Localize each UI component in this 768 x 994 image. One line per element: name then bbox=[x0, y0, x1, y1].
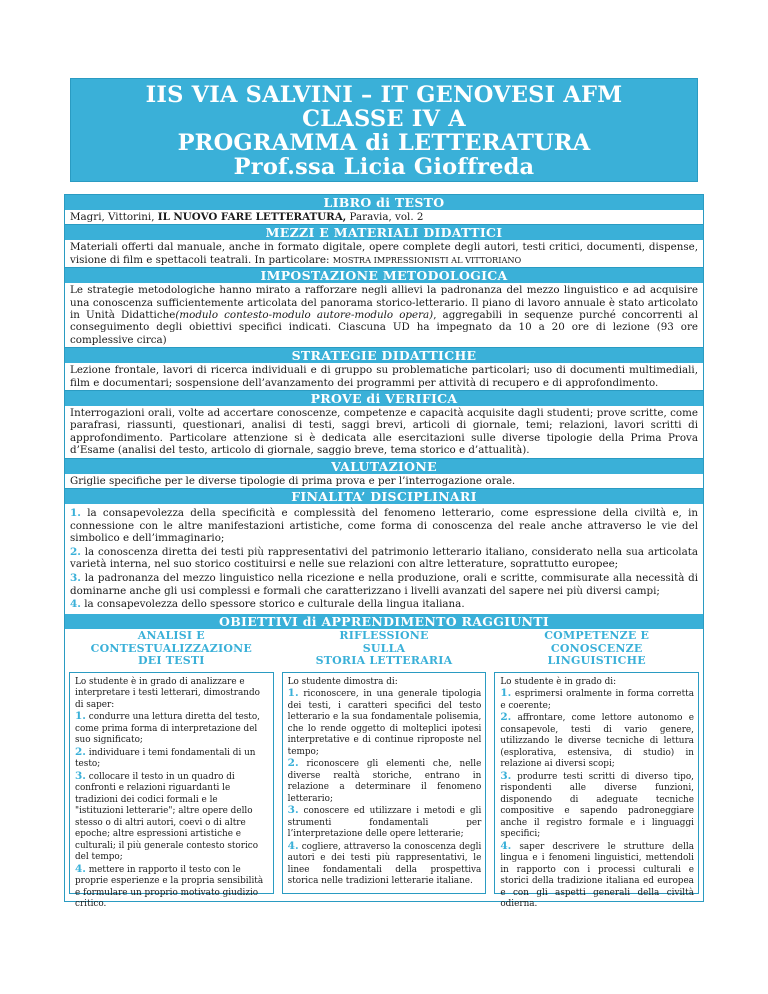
mezzi-body: Materiali offerti dal manuale, anche in formato digitale, opere complete degli autori, testi critici, documenti, dispense, visione di film e spettacoli teatrali. In particolare: bbox=[70, 241, 698, 266]
column-intro: Lo studente è in grado di analizzare e interpretare i testi letterari, dimostrando di saper: bbox=[75, 676, 260, 710]
obiettivi-heading: OBIETTIVI di APPRENDIMENTO RAGGIUNTI bbox=[65, 614, 703, 629]
list-item bbox=[75, 711, 269, 747]
column-body bbox=[69, 672, 274, 910]
column-header bbox=[278, 629, 491, 672]
item-number: 2. bbox=[500, 711, 512, 724]
item-text: collocare il testo in un quadro di confronti e relazioni riguardanti le tradizioni dei codici formali e le "istituzioni letterarie"; altre opere dello stesso o di altri autori, coevi o di altre epoche; altre espressioni artistiche e culturali; il più generale contesto storico del tempo; bbox=[75, 771, 259, 863]
column-competenze bbox=[490, 628, 703, 910]
column-riflessione bbox=[278, 629, 491, 901]
strategie-text: Lezione frontale, lavori di ricerca individuali e di gruppo su problematiche particolari; uso di documenti multimediali, film e documentari; sospensione dell’avanzamento dei programmi per attività di recupero e di approfondimento. bbox=[65, 363, 703, 391]
list-item bbox=[500, 771, 694, 841]
item-number: 4. bbox=[287, 839, 299, 852]
item-number: 2. bbox=[75, 745, 86, 758]
mezzi-heading: MEZZI E MATERIALI DIDATTICI bbox=[65, 225, 703, 240]
mezzi-text bbox=[65, 240, 703, 268]
libro-heading: LIBRO di TESTO bbox=[65, 195, 703, 210]
item-text: saper descrivere le strutture della lingua e i fenomeni linguistici, mettendoli in rapporto con i processi culturali e storici della tradizione italiana ed europea e con gli aspetti generali della civiltà odierna. bbox=[500, 841, 694, 910]
item-text: condurre una lettura diretta del testo, come prima forma di interpretazione del suo significato; bbox=[75, 712, 260, 746]
column-header-line: DEI TESTI bbox=[138, 654, 205, 668]
item-number: 1. bbox=[500, 687, 512, 700]
list-item bbox=[75, 771, 269, 864]
list-item bbox=[288, 805, 482, 841]
list-item bbox=[75, 747, 269, 771]
libro-book: IL NUOVO FARE LETTERATURA, bbox=[157, 211, 347, 223]
column-analisi bbox=[65, 628, 278, 910]
item-number: 1. bbox=[287, 687, 299, 700]
item-number: 2. bbox=[287, 757, 299, 770]
impostazione-body-a: Le strategie metodologiche hanno mirato a rafforzare negli allievi la padronanza del mezzo linguistico e ad acquisire una conoscenza sufficientemente articolata del panorama storico-letterario. Il piano di lavoro annuale è stato articolato in Unità Didattiche bbox=[70, 284, 698, 322]
item-text: affrontare, come lettore autonomo e consapevole, testi di vario genere, utilizzando le diverse tecniche di lettura (esplorativa, estensiva, di studio) in relazione ai diversi scopi; bbox=[500, 713, 694, 770]
impostazione-modules: (modulo contesto-modulo autore-modulo opera) bbox=[175, 309, 434, 322]
impostazione-text bbox=[65, 283, 703, 348]
finalita-list bbox=[65, 504, 703, 614]
item-number: 3. bbox=[287, 804, 299, 817]
item-text: mettere in rapporto il testo con le proprie esperienze e la propria sensibilità e formulare un proprio motivato giudizio critico. bbox=[75, 864, 264, 910]
column-header-line: ANALISI E bbox=[137, 628, 205, 642]
class-title: CLASSE IV A bbox=[302, 106, 466, 132]
list-item bbox=[288, 841, 482, 888]
column-header-line: STORIA LETTERARIA bbox=[315, 654, 453, 668]
item-number: 3. bbox=[500, 769, 512, 782]
finalita-heading: FINALITA’ DISCIPLINARI bbox=[65, 489, 703, 504]
libro-authors: Magri, Vittorini, bbox=[70, 211, 158, 223]
item-number: 2. bbox=[70, 545, 81, 558]
mezzi-highlight: MOSTRA IMPRESSIONISTI AL VITTORIANO bbox=[332, 254, 522, 265]
libro-publisher: Paravia, vol. 2 bbox=[346, 211, 424, 223]
column-header-line: CONOSCENZE bbox=[550, 641, 643, 655]
item-number: 4. bbox=[75, 862, 86, 875]
column-header bbox=[490, 629, 703, 672]
teacher-name: Prof.ssa Licia Gioffreda bbox=[233, 154, 535, 180]
libro-text bbox=[65, 210, 703, 225]
item-text: la padronanza del mezzo linguistico nella ricezione e nella produzione, orali e scritte, commisurate alla necessità di dominarne anche gli usi complessi e formali che caratterizzano i livelli avanzati del sapere nei più diversi campi; bbox=[70, 572, 698, 597]
column-header-line: RIFLESSIONE bbox=[339, 628, 429, 642]
item-number: 4. bbox=[70, 598, 81, 611]
item-number: 1. bbox=[75, 710, 86, 723]
item-text: riconoscere, in una generale tipologia dei testi, i caratteri specifici del testo letterario e la sua fondamentale polisemia, che lo rende oggetto di molteplici ipotesi interpretative e di continue riproposte nel tempo; bbox=[287, 689, 482, 757]
list-item bbox=[500, 712, 694, 771]
program-document bbox=[64, 194, 704, 910]
column-header-line: SULLA bbox=[362, 641, 406, 655]
item-text: cogliere, attraverso la conoscenza degli autori e dei testi più rappresentativi, le linee fondamentali della prospettiva storica nelle tradizioni letterarie italiane. bbox=[287, 841, 482, 887]
list-item bbox=[288, 758, 482, 805]
impostazione-heading: IMPOSTAZIONE METODOLOGICA bbox=[65, 268, 703, 283]
column-header-line: COMPETENZE E bbox=[544, 628, 650, 642]
valutazione-text: Griglie specifiche per le diverse tipologie di prima prova e per l’interrogazione orale. bbox=[65, 474, 703, 489]
impostazione-body-b: , aggregabili in sequenze purché concorrenti al conseguimento degli obiettivi specifici indicati. Ciascuna UD ha impegnato da 10 a 20 ore di lezione (93 ore complessive circa) bbox=[70, 309, 698, 346]
header-banner bbox=[70, 78, 698, 182]
list-item bbox=[500, 688, 694, 712]
program-title: PROGRAMMA di LETTERATURA bbox=[177, 130, 591, 156]
item-number: 1. bbox=[70, 507, 81, 520]
item-number: 3. bbox=[70, 572, 81, 585]
column-intro: Lo studente dimostra di: bbox=[287, 676, 398, 687]
item-text: riconoscere gli elementi che, nelle diverse realtà storiche, entrano in relazione a determinare il fenomeno letterario; bbox=[287, 759, 482, 804]
list-item bbox=[75, 864, 269, 911]
column-header-line: LINGUISTICHE bbox=[547, 654, 646, 668]
finalita-item bbox=[70, 507, 698, 545]
column-body bbox=[494, 672, 699, 910]
item-text: la consapevolezza della specificità e complessità del fenomeno letterario, come espressione della civiltà e, in connessione con le altre manifestazioni artistiche, come forma di conoscenza del reale anche attraverso le vie del simbolico e dell’immaginario; bbox=[70, 507, 698, 545]
valutazione-heading: VALUTAZIONE bbox=[65, 459, 703, 474]
obiettivi-grid bbox=[65, 628, 703, 910]
column-header-line: CONTESTUALIZZAZIONE bbox=[90, 641, 252, 655]
item-text: esprimersi oralmente in forma corretta e coerente; bbox=[500, 689, 694, 711]
column-intro: Lo studente è in grado di: bbox=[500, 676, 617, 687]
prove-text: Interrogazioni orali, volte ad accertare conoscenze, competenze e capacità acquisite dagli studenti; prove scritte, come parafrasi, riassunti, questionari, analisi di testi, saggi brevi, articoli di giornale, temi; relazioni, lavori scritti di approfondimento. Particolare attenzione si è dedicata alle esercitazioni sulle diverse tipologie della Prima Prova d’Esame (analisi del testo, articolo di giornale, saggio breve, tema storico e d’attualità). bbox=[65, 406, 703, 459]
finalita-item bbox=[70, 598, 698, 611]
item-text: produrre testi scritti di diverso tipo, rispondenti alle diverse funzioni, disponendo di adeguate tecniche compositive e sapendo padroneggiare anche il registro formale e i linguaggi specifici; bbox=[500, 771, 694, 840]
finalita-item bbox=[70, 546, 698, 571]
item-text: la consapevolezza dello spessore storico e culturale della lingua italiana. bbox=[80, 598, 465, 611]
list-item bbox=[500, 841, 694, 911]
item-text: conoscere ed utilizzare i metodi e gli strumenti fondamentali per l’interpretazione delle opere letterarie; bbox=[287, 806, 482, 840]
school-title: IIS VIA SALVINI – IT GENOVESI AFM bbox=[145, 82, 623, 108]
finalita-item bbox=[70, 572, 698, 597]
item-number: 3. bbox=[75, 769, 86, 782]
column-body bbox=[282, 672, 487, 894]
item-text: la conoscenza diretta dei testi più rappresentativi del patrimonio letterario italiano, considerato nella sua articolata varietà interna, nel suo storico costituirsi e nelle sue relazioni con altre letterature, soprattutto europee; bbox=[70, 545, 698, 571]
column-header bbox=[65, 629, 278, 672]
prove-heading: PROVE di VERIFICA bbox=[65, 391, 703, 406]
item-number: 4. bbox=[500, 839, 512, 852]
list-item bbox=[288, 688, 482, 758]
item-text: individuare i temi fondamentali di un testo; bbox=[75, 747, 256, 770]
strategie-heading: STRATEGIE DIDATTICHE bbox=[65, 348, 703, 363]
